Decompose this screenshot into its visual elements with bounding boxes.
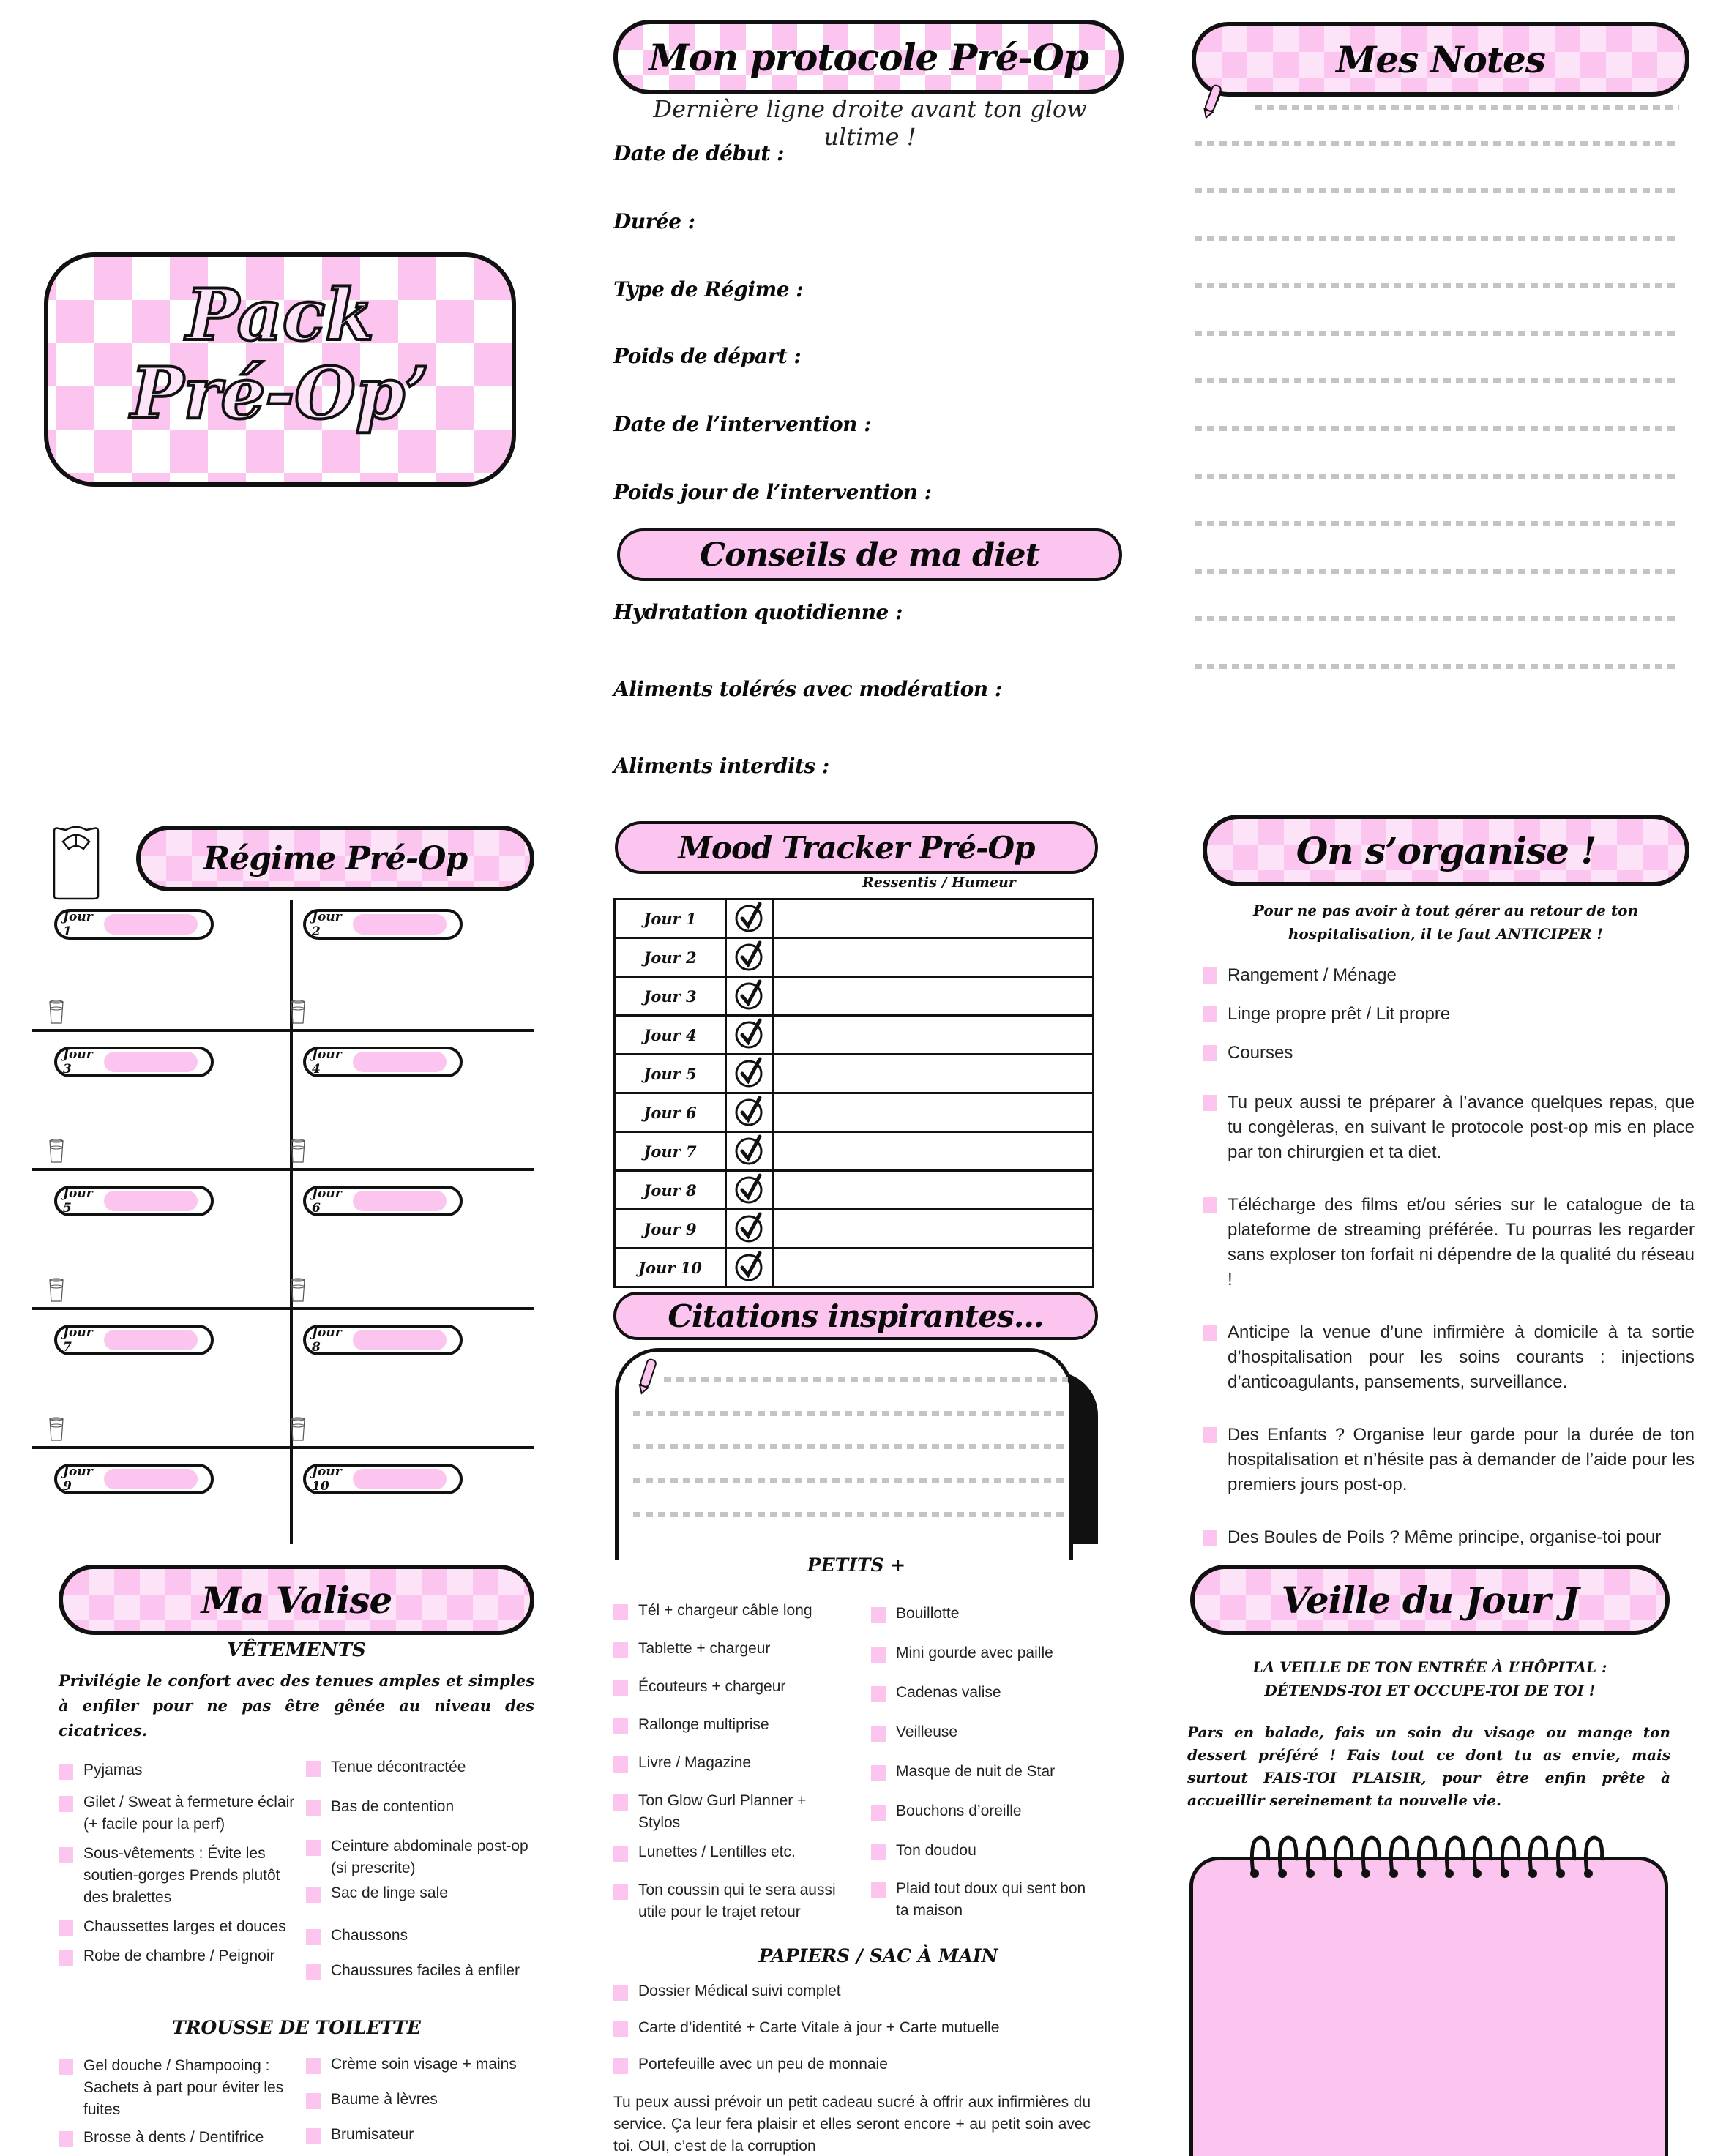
trousse-item[interactable]: Brumisateur (306, 2124, 537, 2146)
vetements-intro: Privilégie le confort avec des tenues amples et simples à enfiler pour ne pas être gênée au niveau des cicatrices. (59, 1672, 534, 1740)
vetements-right (306, 1756, 537, 1982)
organise-title: On s’organise ! (1296, 828, 1596, 872)
checkbox[interactable] (1203, 1325, 1217, 1341)
mood-input[interactable] (774, 1210, 1094, 1249)
mood-table (613, 898, 1094, 1288)
petits-item[interactable]: Ton coussin qui te sera aussi utile pour le trajet retour (613, 1879, 862, 1923)
regime-day-9[interactable]: Jour 9 (54, 1464, 214, 1494)
trousse-item[interactable]: Crème soin visage + mains (306, 2054, 537, 2075)
valise-item[interactable]: Chaussettes larges et douces (59, 1916, 300, 1938)
petits-item[interactable]: Rallonge multiprise (613, 1714, 862, 1736)
valise-banner (59, 1565, 534, 1635)
protocole-title: Mon protocole Pré-Op (649, 35, 1088, 79)
organise-paragraph[interactable]: Des Enfants ? Organise leur garde pour la durée de ton hospitalisation et n’hésite pas à demander de l’aide pour les premiers jours post-op. (1203, 1423, 1695, 1497)
day-input[interactable] (353, 1191, 447, 1211)
mood-row: Jour 1 (615, 899, 1094, 938)
mood-row: Jour 10 (615, 1249, 1094, 1287)
mood-input[interactable] (774, 899, 1094, 938)
mood-row: Jour 2 (615, 938, 1094, 977)
mood-input[interactable] (774, 1249, 1094, 1287)
field-date-debut[interactable]: Date de début : (613, 141, 784, 165)
notes-line[interactable] (1255, 105, 1679, 110)
grid-divider (32, 1168, 534, 1171)
trousse-left (59, 2055, 300, 2149)
regime-day-8[interactable]: Jour 8 (303, 1325, 463, 1355)
valise-item[interactable]: Gilet / Sweat à fermeture éclair (+ facile pour la perf) (59, 1792, 300, 1835)
trousse-item[interactable]: Gel douche / Shampooing : Sachets à part pour éviter les fuites (59, 2055, 300, 2121)
checkbox[interactable] (1203, 967, 1217, 984)
day-input[interactable] (104, 1052, 198, 1072)
check-circle-icon[interactable] (726, 1249, 774, 1287)
conseils-banner (617, 528, 1122, 581)
citations-card[interactable] (615, 1348, 1073, 1560)
water-glass-icon[interactable] (290, 1139, 306, 1164)
organise-item[interactable]: Courses (1203, 1041, 1695, 1090)
petits-item[interactable]: Mini gourde avec paille (871, 1642, 1105, 1664)
petits-left (613, 1600, 862, 1923)
veille-body: Pars en balade, fais un soin du visage ou mange ton dessert préféré ! Fais tout ce dont tu as envie, mais surtout FAIS-TOI PLAISIR, pour être enfin prête à accueillir sereinement ta nouvelle vie. (1187, 1723, 1670, 1809)
veille-banner (1190, 1565, 1670, 1635)
veille-title: Veille du Jour J (1281, 1578, 1579, 1622)
notes-lines[interactable] (1195, 141, 1679, 711)
regime-day-2[interactable]: Jour 2 (303, 909, 463, 940)
check-circle-icon[interactable] (726, 938, 774, 977)
petits-right (871, 1603, 1105, 1922)
organise-paragraph[interactable]: Télécharge des films et/ou séries sur le catalogue de ta plateforme de streaming préférée. Tu pourras les regarder sans exploser ton forfait ni dépendre de la qualité du réseau ! (1203, 1193, 1695, 1292)
regime-day-4[interactable]: Jour 4 (303, 1047, 463, 1077)
water-glass-icon[interactable] (290, 1000, 306, 1025)
grid-divider (32, 1307, 534, 1310)
regime-title: Régime Pré-Op (203, 839, 468, 877)
organise-intro: Pour ne pas avoir à tout gérer au retour de ton hospitalisation, il te faut ANTICIPER ! (1252, 902, 1639, 943)
mood-input[interactable] (774, 1055, 1094, 1093)
petits-item[interactable]: Veilleuse (871, 1721, 1105, 1743)
veille-heading: LA VEILLE DE TON ENTRÉE À L’HÔPITAL : DÉTENDS-TOI ET OCCUPE-TOI DE TOI ! (1252, 1658, 1607, 1699)
mood-row: Jour 9 (615, 1210, 1094, 1249)
petits-item[interactable]: Ton Glow Gurl Planner + Stylos (613, 1790, 833, 1834)
regime-banner (136, 826, 534, 891)
mood-column-header: Ressentis / Humeur (862, 875, 1016, 891)
petits-item[interactable]: Tablette + chargeur (613, 1638, 862, 1660)
day-input[interactable] (104, 1191, 198, 1211)
checkbox[interactable] (1203, 1095, 1217, 1111)
day-input[interactable] (353, 1469, 447, 1489)
mood-row: Jour 5 (615, 1055, 1094, 1093)
field-aliments-moderation[interactable]: Aliments tolérés avec modération : (613, 677, 1002, 701)
field-type-regime[interactable]: Type de Régime : (613, 277, 804, 302)
check-circle-icon[interactable] (726, 1132, 774, 1171)
organise-banner (1203, 815, 1689, 886)
petits-item[interactable]: Bouillotte (871, 1603, 1105, 1625)
day-input[interactable] (353, 1052, 447, 1072)
organise-paragraph[interactable]: Tu peux aussi te préparer à l’avance quelques repas, que tu congèleras, en suivant le protocole post-op mis en place par ton chirurgien et ta diet. (1203, 1090, 1695, 1165)
organise-paragraph[interactable]: Anticipe la venue d’une infirmière à domicile à ta sortie d’hospitalisation pour les soins courants : injections d’anticoagulants, pansements, surveillance. (1203, 1320, 1695, 1395)
check-circle-icon[interactable] (726, 977, 774, 1016)
papiers-item[interactable]: Carte d’identité + Carte Vitale à jour + Carte mutuelle (613, 2017, 1104, 2039)
petits-item[interactable]: Masque de nuit de Star (871, 1761, 1105, 1783)
regime-day-1[interactable]: Jour 1 (54, 909, 214, 940)
scale-icon (50, 826, 102, 900)
petits-heading: PETITS + (807, 1554, 906, 1576)
papiers-item[interactable]: Dossier Médical suivi complet (613, 1980, 1104, 2002)
protocole-subtitle: Dernière ligne droite avant ton glow ultime ! (653, 95, 1087, 151)
petits-item[interactable]: Tél + chargeur câble long (613, 1600, 862, 1622)
veille-notepad[interactable] (1189, 1857, 1668, 2156)
day-input[interactable] (104, 914, 198, 935)
regime-day-3[interactable]: Jour 3 (54, 1047, 214, 1077)
papiers-list (613, 1980, 1104, 2075)
regime-grid (32, 900, 534, 1544)
checkbox[interactable] (1203, 1045, 1217, 1061)
vetements-heading: VÊTEMENTS (227, 1639, 366, 1661)
field-date-intervention[interactable]: Date de l’intervention : (613, 412, 872, 436)
mood-row: Jour 7 (615, 1132, 1094, 1171)
mood-input[interactable] (774, 1132, 1094, 1171)
day-input[interactable] (353, 1330, 447, 1350)
valise-item[interactable]: Robe de chambre / Peignoir (59, 1945, 300, 1967)
regime-day-5[interactable]: Jour 5 (54, 1186, 214, 1216)
mood-input[interactable] (774, 977, 1094, 1016)
valise-item[interactable]: Bas de contention (306, 1796, 537, 1818)
field-poids-intervention[interactable]: Poids jour de l’intervention : (613, 480, 932, 504)
protocole-banner (613, 20, 1124, 94)
trousse-item[interactable]: Baume à lèvres (306, 2089, 537, 2111)
water-glass-icon[interactable] (48, 1417, 64, 1442)
mood-title: Mood Tracker Pré-Op (678, 829, 1035, 866)
valise-item[interactable]: Tenue décontractée (306, 1756, 537, 1778)
regime-day-6[interactable]: Jour 6 (303, 1186, 463, 1216)
checkbox[interactable] (1203, 1427, 1217, 1443)
field-hydratation[interactable]: Hydratation quotidienne : (613, 600, 903, 624)
mood-banner (615, 821, 1098, 874)
papiers-heading: PAPIERS / SAC À MAIN (758, 1945, 998, 1966)
organise-item[interactable]: Linge propre prêt / Lit propre (1203, 1002, 1695, 1041)
check-circle-icon[interactable] (726, 1055, 774, 1093)
valise-title: Ma Valise (201, 1578, 392, 1622)
checkbox[interactable] (1203, 1197, 1217, 1213)
pen-icon (1198, 82, 1227, 120)
petits-item[interactable]: Bouchons d’oreille (871, 1800, 1105, 1822)
petits-item[interactable]: Ton doudou (871, 1840, 1105, 1862)
mood-row: Jour 8 (615, 1171, 1094, 1210)
mood-row: Jour 4 (615, 1016, 1094, 1055)
petits-item[interactable]: Cadenas valise (871, 1682, 1105, 1704)
water-glass-icon[interactable] (290, 1417, 306, 1442)
mood-row: Jour 6 (615, 1093, 1094, 1132)
petits-item[interactable]: Écouteurs + chargeur (613, 1676, 862, 1698)
citations-banner (613, 1292, 1098, 1340)
petits-item[interactable]: Livre / Magazine (613, 1752, 862, 1774)
checkbox[interactable] (1203, 1006, 1217, 1022)
organise-item[interactable]: Rangement / Ménage (1203, 963, 1695, 1002)
petits-item[interactable]: Lunettes / Lentilles etc. (613, 1841, 862, 1863)
petits-item[interactable]: Plaid tout doux qui sent bon ta maison (871, 1878, 1091, 1922)
spiral-binding-icon (1249, 1835, 1607, 1879)
water-glass-icon[interactable] (48, 1000, 64, 1025)
notes-banner (1192, 22, 1689, 97)
valise-item[interactable]: Ceinture abdominale post-op (si prescrite) (306, 1835, 537, 1879)
mood-row: Jour 3 (615, 977, 1094, 1016)
check-circle-icon[interactable] (726, 1210, 774, 1249)
grid-divider (32, 1029, 534, 1032)
field-duree[interactable]: Durée : (613, 209, 695, 233)
valise-item[interactable]: Chaussons (306, 1925, 537, 1947)
notes-title: Mes Notes (1336, 37, 1545, 81)
mood-input[interactable] (774, 938, 1094, 977)
trousse-right (306, 2054, 537, 2146)
day-input[interactable] (353, 914, 447, 935)
check-circle-icon[interactable] (726, 899, 774, 938)
citations-title: Citations inspirantes... (668, 1298, 1044, 1334)
check-circle-icon[interactable] (726, 1016, 774, 1055)
vetements-left (59, 1759, 300, 1967)
trousse-heading: TROUSSE DE TOILETTE (172, 2017, 421, 2038)
mood-input[interactable] (774, 1016, 1094, 1055)
regime-day-7[interactable]: Jour 7 (54, 1325, 214, 1355)
pen-icon (635, 1356, 660, 1397)
pack-title-line1: Pack (186, 274, 374, 356)
water-glass-icon[interactable] (290, 1278, 306, 1303)
field-aliments-interdits[interactable]: Aliments interdits : (613, 754, 829, 778)
day-input[interactable] (104, 1469, 198, 1489)
mood-input[interactable] (774, 1171, 1094, 1210)
check-circle-icon[interactable] (726, 1093, 774, 1132)
regime-day-10[interactable]: Jour 10 (303, 1464, 463, 1494)
check-circle-icon[interactable] (726, 1171, 774, 1210)
checkbox[interactable] (1203, 1530, 1217, 1546)
day-input[interactable] (104, 1330, 198, 1350)
papiers-item[interactable]: Portefeuille avec un peu de monnaie (613, 2054, 1104, 2075)
valise-item[interactable]: Sous-vêtements : Évite les soutien-gorges Prends plutôt des bralettes (59, 1843, 300, 1909)
valise-item[interactable]: Sac de linge sale (306, 1882, 537, 1904)
organise-paragraph[interactable]: Des Boules de Poils ? Même principe, organise-toi pour (1203, 1525, 1695, 1546)
water-glass-icon[interactable] (48, 1278, 64, 1303)
valise-item[interactable]: Pyjamas (59, 1759, 300, 1781)
valise-item[interactable]: Chaussures faciles à enfiler (306, 1960, 537, 1982)
petits-footer: Tu peux aussi prévoir un petit cadeau sucré à offrir aux infirmières du service. Ça leur fera plaisir et elles seront encore + au petit soin avec toi. OUI, c’est de la corruption (613, 2094, 1091, 2155)
organise-list (1203, 963, 1695, 1546)
mood-input[interactable] (774, 1093, 1094, 1132)
grid-divider (32, 1446, 534, 1449)
pack-cover-card (44, 252, 516, 487)
pack-title-line2: Pré-Op’ (130, 351, 430, 435)
trousse-item[interactable]: Brosse à dents / Dentifrice (59, 2127, 300, 2149)
conseils-title: Conseils de ma diet (700, 536, 1039, 574)
water-glass-icon[interactable] (48, 1139, 64, 1164)
field-poids-depart[interactable]: Poids de départ : (613, 344, 802, 368)
